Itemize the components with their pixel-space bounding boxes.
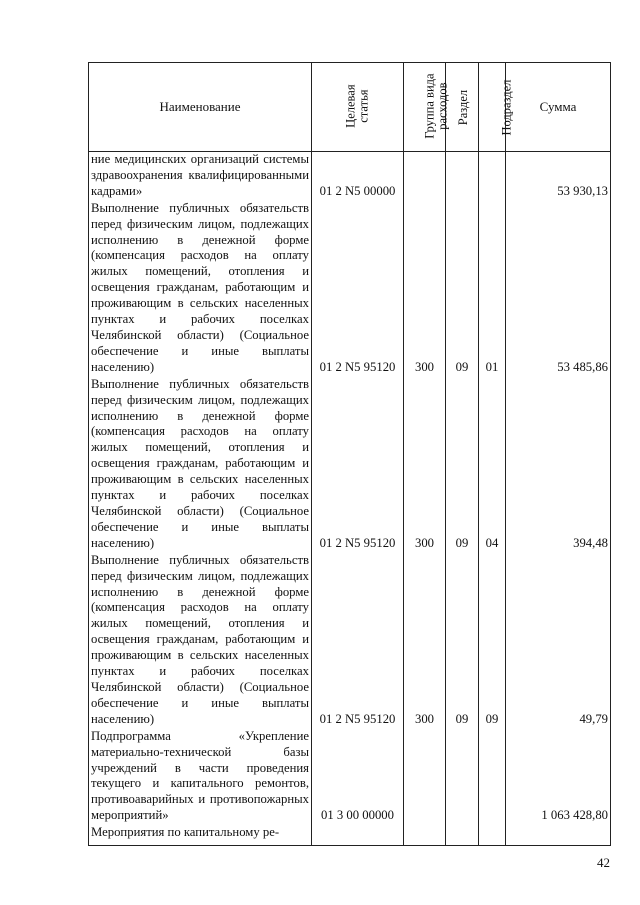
page-number: 42 (597, 855, 610, 870)
row-subsection: 09 (479, 553, 506, 729)
table-row (89, 377, 611, 553)
table-row (89, 729, 611, 825)
row-sum: 49,79 (506, 553, 611, 729)
row-sum: 53 485,86 (506, 201, 611, 377)
header-target-article-text: Целевая статья (343, 84, 371, 129)
table-row (89, 201, 611, 377)
row-subsection (479, 729, 506, 825)
row-subsection: 01 (479, 201, 506, 377)
row-code: 01 2 N5 95120 (312, 377, 404, 553)
row-group: 300 (404, 553, 446, 729)
row-section (446, 825, 479, 845)
header-name-text: Наименование (159, 99, 241, 114)
row-name: Мероприятия по капитальному ре- (89, 825, 312, 845)
header-subsection (479, 63, 514, 152)
row-code: 01 2 N5 00000 (312, 152, 404, 201)
header-name (89, 63, 312, 152)
row-group: 300 (404, 201, 446, 377)
row-subsection (479, 825, 506, 845)
row-subsection: 04 (479, 377, 506, 553)
row-section: 09 (446, 553, 479, 729)
row-group: 300 (404, 377, 446, 553)
header-expense-group-text: Группа вида расходов (422, 73, 450, 140)
row-code: 01 3 00 00000 (312, 729, 404, 825)
row-sum: 53 930,13 (506, 152, 611, 201)
header-expense-group (404, 63, 450, 152)
row-name: Выполнение публичных обязательств перед физическим лицом, подлежащих исполнению в денежной форме (компенсация расходов на оплату жилых помещений, отопления и освещения гражданам, работающим и проживающим в сельских населенных пунктах и рабочих поселках Челябинской области) (Социальное обеспечение и иные выплаты населению) (89, 201, 312, 377)
header-section-text: Раздел (456, 89, 471, 126)
budget-table (88, 62, 611, 846)
header-sum (506, 63, 611, 152)
row-sum: 394,48 (506, 377, 611, 553)
header-subsection-text: Подраздел (499, 79, 514, 136)
row-name: ние медицинских организаций системы здравоохранения квалифицированными кадрами» (89, 152, 312, 201)
row-subsection (479, 152, 506, 201)
row-group (404, 825, 446, 845)
row-section: 09 (446, 201, 479, 377)
table-row (89, 825, 611, 845)
row-sum (506, 825, 611, 845)
row-code: 01 2 N5 95120 (312, 201, 404, 377)
row-section: 09 (446, 377, 479, 553)
header-sum-text: Сумма (539, 99, 577, 114)
row-code: 01 2 N5 95120 (312, 553, 404, 729)
header-target-article (312, 63, 404, 152)
row-group (404, 152, 446, 201)
table-header-row (89, 63, 611, 152)
row-name: Подпрограмма «Укрепление материально-технической базы учреждений в части проведения текущего и капитального ремонтов, противоаварийных и противопожарных мероприятий» (89, 729, 312, 825)
header-section (446, 63, 479, 152)
row-name: Выполнение публичных обязательств перед физическим лицом, подлежащих исполнению в денежной форме (компенсация расходов на оплату жилых помещений, отопления и освещения гражданам, работающим и проживающим в сельских населенных пунктах и рабочих поселках Челябинской области) (Социальное обеспечение и иные выплаты населению) (89, 553, 312, 729)
row-name: Выполнение публичных обязательств перед физическим лицом, подлежащих исполнению в денежной форме (компенсация расходов на оплату жилых помещений, отопления и освещения гражданам, работающим и проживающим в сельских населенных пунктах и рабочих поселках Челябинской области) (Социальное обеспечение и иные выплаты населению) (89, 377, 312, 553)
row-code (312, 825, 404, 845)
row-section (446, 729, 479, 825)
row-sum: 1 063 428,80 (506, 729, 611, 825)
table-row (89, 553, 611, 729)
row-group (404, 729, 446, 825)
table-row (89, 152, 611, 201)
row-section (446, 152, 479, 201)
